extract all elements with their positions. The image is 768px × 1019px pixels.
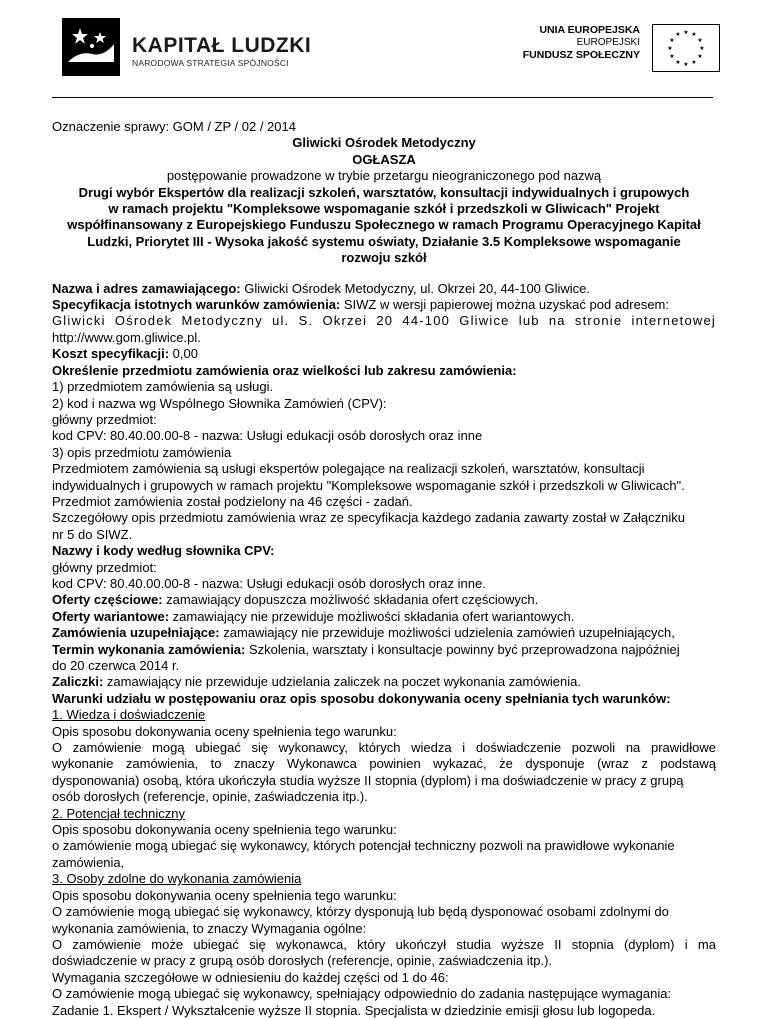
field-label: Oferty częściowe:	[52, 592, 163, 608]
field-value: 0,00	[169, 346, 198, 362]
svg-text:★: ★	[691, 31, 697, 38]
text-line: 2) kod i nazwa wg Wspólnego Słownika Zamówień (CPV):	[52, 395, 387, 411]
text-line: 3) opis przedmiotu zamówienia	[52, 444, 232, 460]
tender-title-line: w ramach projektu "Kompleksowe wspomaganie szkół i przedszkoli w Gliwicach" Projekt	[108, 201, 660, 217]
svg-text:★: ★	[669, 53, 675, 60]
organization-name: Gliwicki Ośrodek Metodyczny	[292, 135, 476, 151]
text-line: nr 5 do SIWZ.	[52, 526, 133, 542]
procedure-text: postępowanie prowadzone w trybie przetargu nieograniczonego pod nazwą	[166, 168, 602, 184]
text-line: Przedmiotem zamówienia są usługi ekspertów polegające na realizacji szkoleń, warsztatów, konsultacji	[52, 461, 645, 477]
siwz-url: http://www.gom.gliwice.pl.	[52, 329, 201, 345]
kapital-ludzki-emblem-icon	[62, 18, 120, 76]
text-line: wykonania zamówienia, to znaczy Wymagania ogólne:	[52, 920, 367, 936]
field-value: zamawiający nie przewiduje możliwości składania ofert wariantowych.	[169, 608, 575, 624]
text-line: doświadczenie w pracy z grupą osób dorosłych (referencje, opinie, zaświadczenia itp.).	[52, 953, 553, 969]
specification-cost	[52, 346, 716, 362]
eu-logo-text	[523, 24, 640, 62]
completion-deadline	[52, 642, 716, 658]
text-line: Opis sposobu dokonywania oceny spełnienia tego warunku:	[52, 822, 397, 838]
text-line: główny przedmiot:	[52, 411, 157, 427]
text-line: 1) przedmiotem zamówienia są usługi.	[52, 379, 274, 395]
field-label: Specyfikacja istotnych warunków zamówienia:	[52, 297, 341, 313]
text-line: Przedmiot zamówienia został podzielony na 46 części - zadań.	[52, 493, 413, 509]
section-heading: Określenie przedmiotu zamówienia oraz wielkości lub zakresu zamówienia:	[52, 362, 517, 378]
field-value: SIWZ w wersji papierowej można uzyskać pod adresem:	[340, 297, 669, 313]
text-line: Szczegółowy opis przedmiotu zamówienia wraz ze specyfikacja każdego zadania zawarty został w Załączniku	[52, 510, 685, 526]
svg-text:★: ★	[675, 31, 681, 38]
tender-title-line: współfinansowany z Europejskiego Funduszu Społecznego w ramach Programu Operacyjnego Kapitał	[67, 217, 701, 233]
field-label: Zamówienia uzupełniające:	[52, 625, 220, 641]
text-line: o zamówienie mogą ubiegać się wykonawcy, których potencjał techniczny pozwoli na prawidłowe wykonanie	[52, 838, 675, 854]
svg-text:★: ★	[697, 37, 703, 44]
section-heading: Nazwy i kody według słownika CPV:	[52, 543, 275, 559]
text-line: zamówienia,	[52, 854, 125, 870]
tender-title-line: Ludzki, Priorytet III - Wysoka jakość systemu oświaty, Działanie 3.5 Kompleksowe wspomaganie	[87, 233, 681, 249]
text-line: Wymagania szczegółowe w odniesieniu do każdej części od 1 do 46:	[52, 969, 449, 985]
text-line: O zamówienie mogą ubiegać się wykonawcy, spełniający odpowiednio do zadania następujące wymagania:	[52, 986, 672, 1002]
text-line: Opis sposobu dokonywania oceny spełnienia tego warunku:	[52, 723, 397, 739]
section-gap	[52, 267, 716, 281]
announcement-heading: OGŁASZA	[352, 151, 416, 167]
case-reference: Oznaczenie sprawy: GOM / ZP / 02 / 2014	[52, 119, 296, 134]
svg-text:★: ★	[675, 59, 681, 66]
subsection-heading: 3. Osoby zdolne do wykonania zamówienia	[52, 871, 302, 887]
svg-text:★: ★	[697, 53, 703, 60]
field-label: Koszt specyfikacji:	[52, 346, 170, 362]
eu-flag-icon	[652, 24, 720, 72]
svg-text:★: ★	[683, 29, 689, 36]
text-line: kod CPV: 80.40.00.00-8 - nazwa: Usługi edukacji osób dorosłych oraz inne	[52, 428, 483, 444]
siwz-info	[52, 297, 716, 313]
svg-text:★: ★	[667, 45, 673, 52]
header-divider	[52, 97, 713, 98]
text-line: wykonanie zamówienia, to znaczy Wykonawca powinien wykazać, że dysponuje (wraz z podstawą	[52, 756, 716, 772]
field-label: Termin wykonania zamówienia:	[52, 641, 246, 657]
subsection-heading: 2. Potencjał techniczny	[52, 805, 185, 821]
supplementary-orders	[52, 625, 716, 641]
text-line: kod CPV: 80.40.00.00-8 - nazwa: Usługi edukacji osób dorosłych oraz inne.	[52, 575, 486, 591]
eu-line1: UNIA EUROPEJSKA	[539, 24, 640, 36]
text-line: O zamówienie mogą ubiegać się wykonawcy, których wiedza i doświadczenie pozwoli na prawidłowe	[52, 740, 716, 756]
variant-offers	[52, 609, 716, 625]
svg-text:★: ★	[683, 61, 689, 68]
text-line: Zadanie 1. Ekspert / Wykształcenie wyższe II stopnia. Specjalista w dziedzinie emisji głosu lub logopeda.	[52, 1002, 656, 1018]
kapital-ludzki-title: KAPITAŁ LUDZKI	[132, 34, 312, 57]
field-label: Nazwa i adres zamawiającego:	[52, 280, 241, 296]
field-label: Zaliczki:	[52, 674, 104, 690]
field-value: zamawiający nie przewiduje możliwości udzielenia zamówień uzupełniających,	[219, 625, 675, 641]
tender-title-line: Drugi wybór Ekspertów dla realizacji szkoleń, warsztatów, konsultacji indywidualnych i grupowych	[78, 184, 690, 200]
field-value: zamawiający nie przewiduje udzielania zaliczek na poczet wykonania zamówienia.	[103, 674, 581, 690]
text-line: Opis sposobu dokonywania oceny spełnienia tego warunku:	[52, 887, 397, 903]
kapital-ludzki-subtitle: NARODOWA STRATEGIA SPÓJNOŚCI	[132, 58, 289, 68]
advance-payments	[52, 674, 716, 690]
svg-text:★: ★	[691, 59, 697, 66]
field-value: Gliwicki Ośrodek Metodyczny, ul. Okrzei 20, 44-100 Gliwice.	[240, 280, 591, 296]
field-value: zamawiający dopuszcza możliwość składania ofert częściowych.	[162, 592, 539, 608]
text-line: dysponowania) osobą, która ukończyła studia wyższe II stopnia (dyplom) i ma doświadczenie w pracy z grupą	[52, 772, 684, 788]
eu-logo	[495, 24, 720, 74]
text-line: O zamówienie może ubiegać się wykonawca, który ukończył studia wyższe II stopnia (dyplom) i ma	[52, 936, 716, 952]
text-line: osób dorosłych (referencje, opinie, zaświadczenia itp.).	[52, 789, 368, 805]
siwz-address: Gliwicki Ośrodek Metodyczny ul. S. Okrzei 20 44-100 Gliwice lub na stronie internetowej	[52, 313, 716, 329]
document-body	[52, 119, 716, 1019]
section-heading: Warunki udziału w postępowaniu oraz opis sposobu dokonywania oceny spełniania tych warunków:	[52, 690, 671, 706]
partial-offers	[52, 592, 716, 608]
field-label: Oferty wariantowe:	[52, 608, 170, 624]
subsection-heading: 1. Wiedza i doświadczenie	[52, 707, 206, 723]
eu-line2: EUROPEJSKI	[576, 36, 640, 48]
text-line: O zamówienie mogą ubiegać się wykonawcy, którzy dysponują lub będą dysponować osobami zdolnymi do	[52, 904, 669, 920]
field-value: Szkolenia, warsztaty i konsultacje powinny być przeprowadzona najpóźniej	[245, 641, 680, 657]
text-line: do 20 czerwca 2014 r.	[52, 658, 180, 673]
contracting-authority	[52, 281, 716, 297]
text-line: indywidualnych i grupowych w ramach projektu "Kompleksowe wspomaganie szkół i przedszkoli w Gliwicach".	[52, 477, 685, 493]
text-line: główny przedmiot:	[52, 559, 157, 575]
eu-line3: FUNDUSZ SPOŁECZNY	[522, 49, 640, 61]
svg-text:★: ★	[699, 45, 705, 52]
tender-title-line: rozwoju szkół	[341, 250, 427, 266]
svg-text:★: ★	[669, 37, 675, 44]
kapital-ludzki-logo	[62, 18, 312, 76]
